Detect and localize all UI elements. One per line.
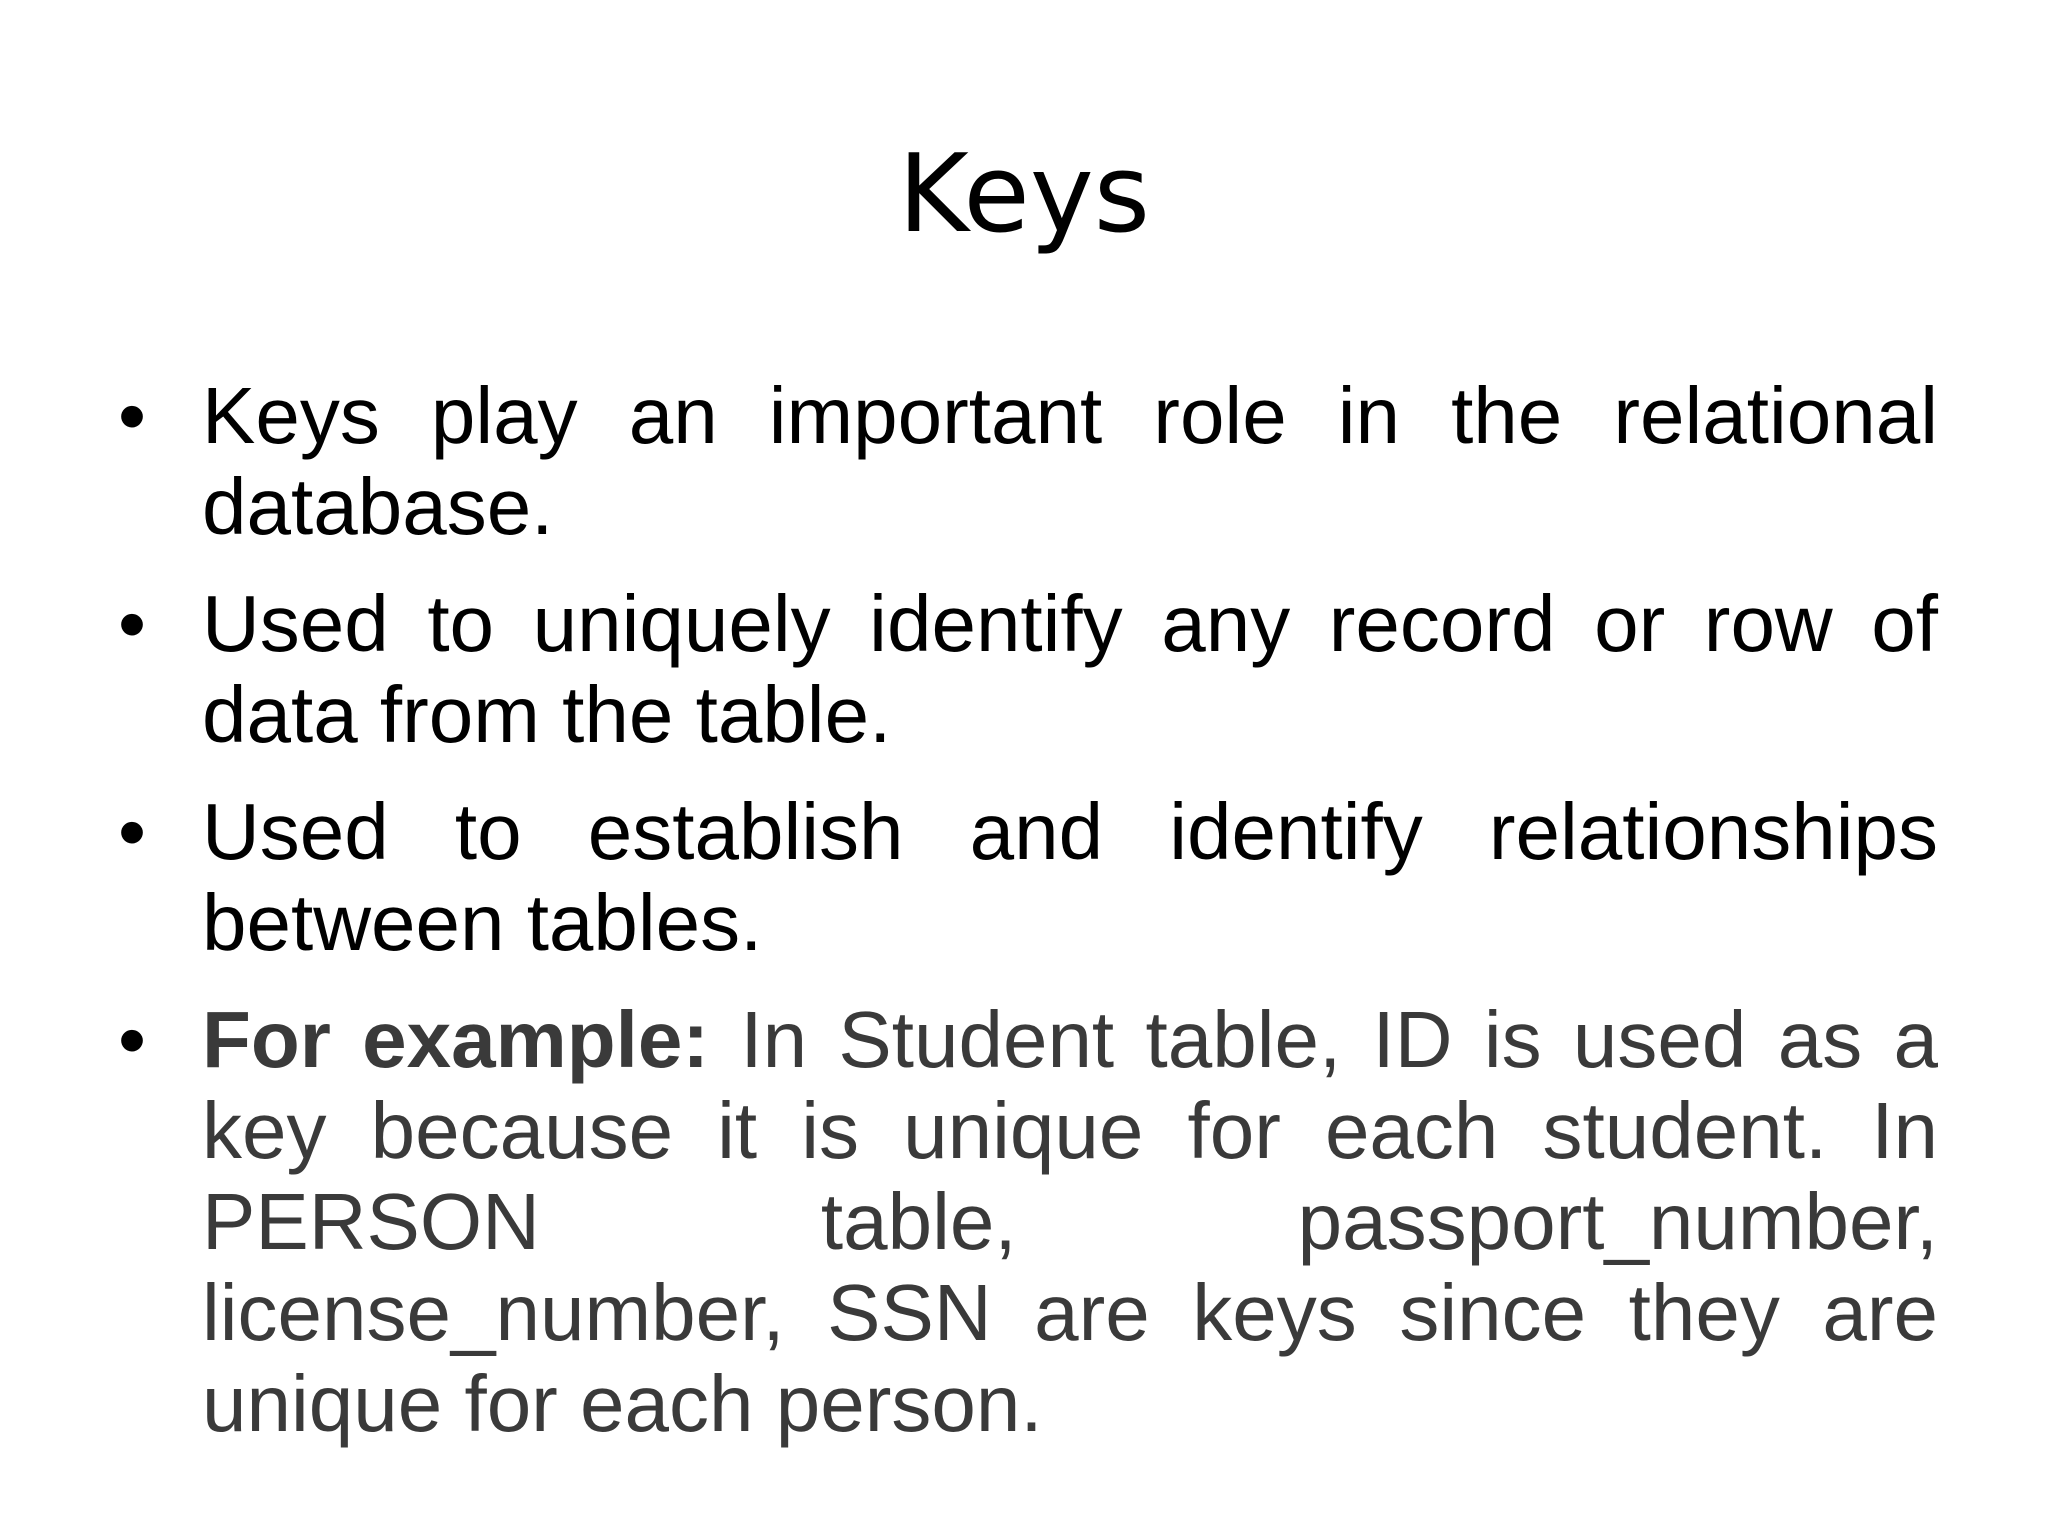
bullet-dot: • — [118, 787, 147, 876]
bullet-text: Keys play an important role in the relational database. — [202, 371, 1938, 551]
bullet-dot: • — [118, 371, 147, 460]
example-text: In Student table, ID is used as a key because it is unique for each student. In PERSON table, passport_number, license_number, SSN are keys since they are unique for each person. — [202, 995, 1938, 1448]
bullet-dot: • — [118, 579, 147, 668]
bullet-item-example — [118, 994, 1938, 1449]
example-lead: For example: — [202, 995, 741, 1084]
bullet-list — [118, 370, 1938, 1475]
bullet-item — [118, 786, 1938, 968]
bullet-text: Used to uniquely identify any record or row of data from the table. — [202, 579, 1938, 759]
slide-title: Keys — [897, 132, 1151, 257]
bullet-item — [118, 578, 1938, 760]
bullet-text: Used to establish and identify relationships between tables. — [202, 787, 1938, 967]
bullet-dot: • — [118, 995, 147, 1084]
bullet-item — [118, 370, 1938, 552]
